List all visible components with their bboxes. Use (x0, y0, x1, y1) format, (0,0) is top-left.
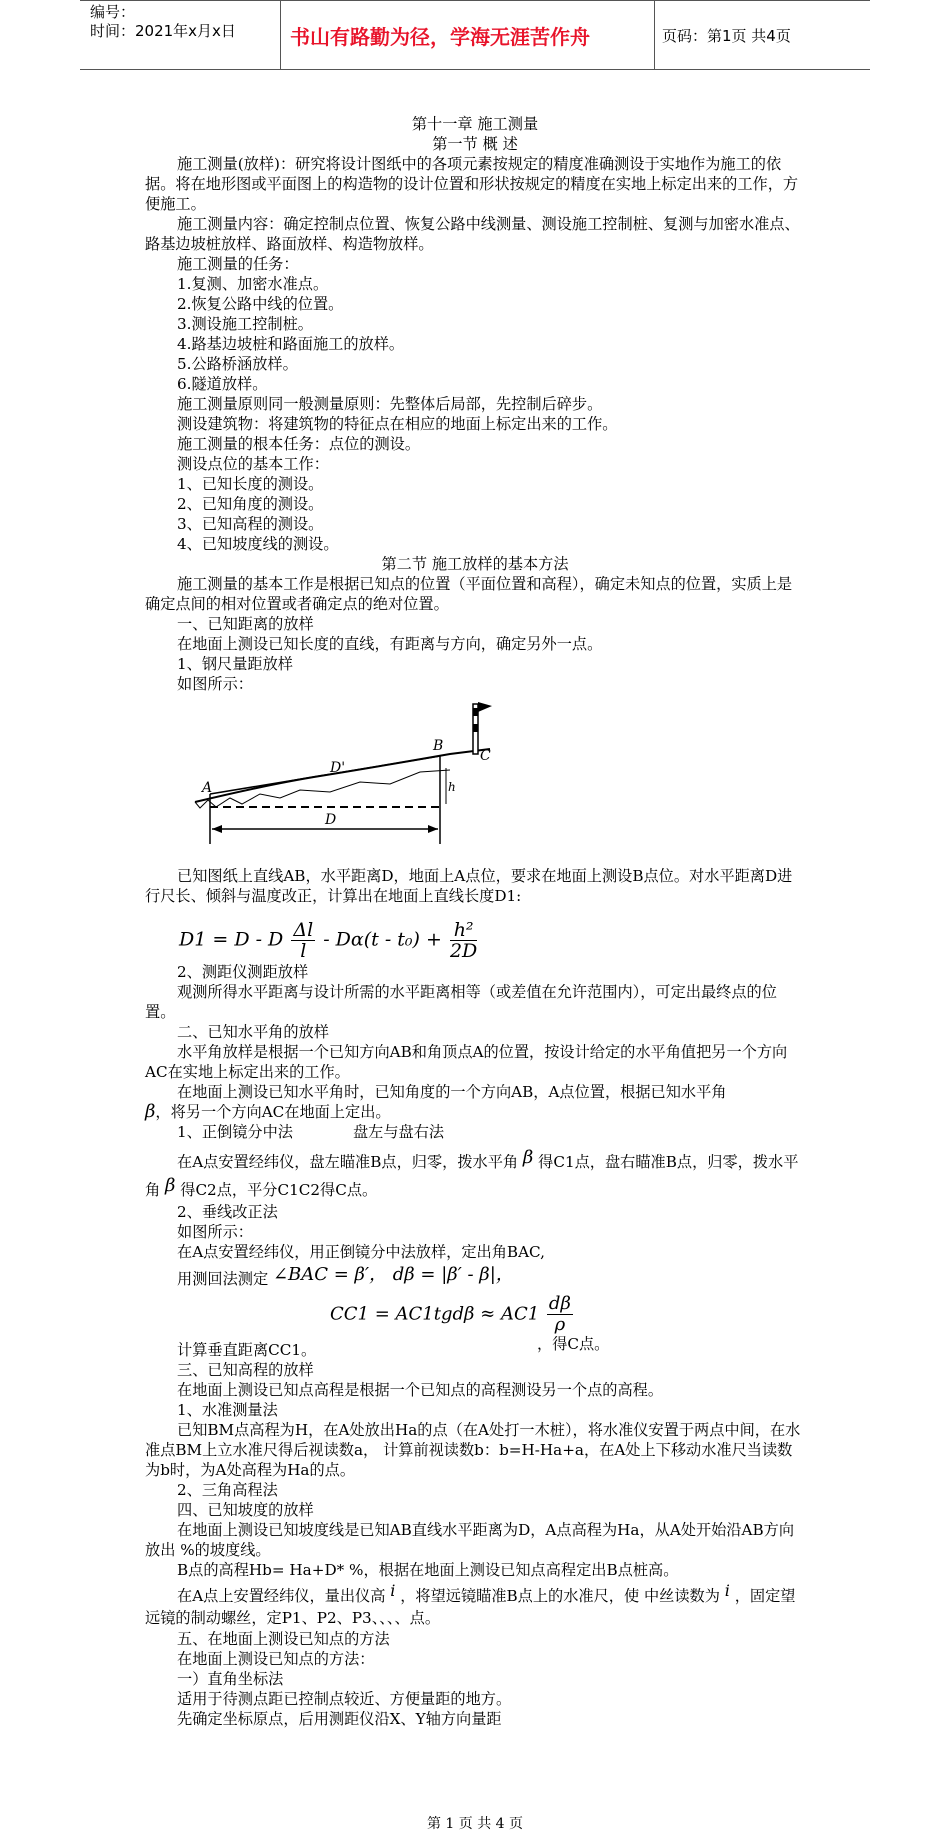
heading: 1、水准测量法 (177, 1401, 278, 1419)
paragraph: 水平角放样是根据一个已知方向AB和角顶点A的位置，按设计给定的水平角值把另一个方向AC在实地上标定出来的工作。 (145, 1043, 788, 1081)
heading: 四、已知坡度的放样 (177, 1501, 314, 1519)
arrow-right (428, 825, 438, 833)
paragraph: 施工测量内容：确定控制点位置、恢复公路中线测量、测设施工控制桩、复测与加密水准点、路基边坡桩放样、路面放样、构造物放样。 (145, 215, 800, 253)
beta-symbol: β (522, 1147, 534, 1168)
heading: 2、测距仪测距放样 (177, 963, 309, 981)
text-run: ，将另一个方向AC在地面上定出。 (155, 1103, 391, 1121)
paragraph (145, 1335, 805, 1360)
label-d: D (325, 812, 337, 828)
paragraph: 观测所得水平距离与设计所需的水平距离相等（或差值在允许范围内），可定出最终点的位置。 (145, 983, 777, 1021)
fraction-num: h² (450, 920, 477, 941)
formula-d1 (145, 906, 805, 962)
fraction (547, 1294, 573, 1335)
paragraph: 适用于待测点距已控制点较近、方便量距的地方。 (177, 1690, 512, 1708)
label-h: h (448, 780, 456, 794)
text-run: 得C1点，盘右瞄准B点，归零，拨水平角 (145, 1153, 799, 1199)
paragraph (145, 1262, 805, 1292)
fraction-den: l (300, 940, 307, 962)
paragraph: B点的高程Hb= Ha+D* %，根据在地面上测设已知点高程定出B点桩高。 (177, 1561, 679, 1579)
formula-angle: ∠BAC = β′， dβ = |β′ - β|， (272, 1264, 514, 1285)
heading: 三、已知高程的放样 (177, 1361, 314, 1379)
formula-cc1 (145, 1292, 805, 1340)
paragraph: 测设建筑物：将建筑物的特征点在相应的地面上标定出来的工作。 (177, 415, 618, 433)
beta-symbol: β (145, 1101, 156, 1122)
heading: 2、垂线改正法 (177, 1203, 278, 1221)
fraction-num: Δl (293, 919, 314, 941)
list-item: 2、已知角度的测设。 (177, 495, 324, 513)
paragraph: 施工测量的基本工作是根据已知点的位置（平面位置和高程），确定未知点的位置，实质上是确定点间的相对位置或者确定点的绝对位置。 (145, 575, 793, 613)
formula-part: CC1 = AC1tgdβ ≈ AC1 (330, 1303, 540, 1325)
text-run: ，固定望远镜的制动螺丝，定P1、P2、P3、、、、点。 (145, 1587, 796, 1627)
header-time-label: 时间：2021年x月x日 (90, 22, 236, 40)
chapter-title: 第十一章 施工测量 (411, 115, 539, 133)
pole-flag (478, 702, 492, 712)
list-item: 3.测设施工控制桩。 (177, 315, 313, 333)
heading-text: 1、正倒镜分中法 (177, 1123, 293, 1141)
list-item: 4、已知坡度线的测设。 (177, 535, 339, 553)
figure-container (145, 694, 805, 866)
list-item: 1、已知长度的测设。 (177, 475, 324, 493)
paragraph: 先确定坐标原点，后用测距仪沿X、Y轴方向量距 (177, 1710, 502, 1728)
header-meta (90, 3, 236, 41)
paragraph: 施工测量原则同一般测量原则：先整体后局部，先控制后碎步。 (177, 395, 603, 413)
heading: 五、在地面上测设已知点的方法 (177, 1630, 390, 1648)
text-run: 计算垂直距离CC1。 (177, 1341, 317, 1359)
paragraph: 已知BM点高程为H，在A处放出Ha的点（在A处打一木桩），将水准仪安置于两点中间，在水准点BM上立水准尺得后视读数a， 计算前视读数b：b=H-Ha+a，在A处上下移动水准尺当读数为b时，为A处高程为Ha的点。 (145, 1421, 801, 1479)
heading: 一、已知距离的放样 (177, 615, 314, 633)
text-run: ，将望远镜瞄准B点上的水准尺，使 中丝读数为 (400, 1587, 720, 1605)
paragraph (145, 1082, 805, 1122)
document-body (145, 114, 805, 1729)
pole-band (473, 708, 478, 716)
label-dprime: D' (330, 760, 346, 776)
paragraph: 如图所示： (177, 675, 253, 693)
header-divider (654, 1, 655, 69)
list-item: 6.隧道放样。 (177, 375, 268, 393)
arrow-left (212, 825, 222, 833)
paragraph: 施工测量的根本任务：点位的测设。 (177, 435, 420, 453)
header-page-label: 页码：第1页 共4页 (662, 27, 791, 45)
section-title: 第二节 施工放样的基本方法 (381, 555, 569, 573)
text-run: 在地面上测设已知水平角时，已知角度的一个方向AB，A点位置，根据已知水平角 (177, 1083, 727, 1101)
heading: 二、已知水平角的放样 (177, 1023, 329, 1041)
label-a: A (202, 780, 213, 796)
paragraph: 在A点安置经纬仪，用正倒镜分中法放样，定出角BAC, (177, 1243, 545, 1261)
list-item: 3、已知高程的测设。 (177, 515, 324, 533)
heading (145, 1122, 805, 1142)
slope-line-dprime (210, 756, 440, 794)
list-item: 2.恢复公路中线的位置。 (177, 295, 344, 313)
heading: 一）直角坐标法 (177, 1670, 284, 1688)
paragraph (145, 1580, 805, 1629)
list-title: 施工测量的任务： (177, 255, 299, 273)
paragraph: 在地面上测设已知长度的直线，有距离与方向，确定另外一点。 (177, 635, 603, 653)
page-footer: 第 1 页 共 4 页 (426, 1816, 524, 1832)
list-item: 1.复测、加密水准点。 (177, 275, 329, 293)
pole-band (473, 724, 478, 732)
list-item: 5.公路桥涵放样。 (177, 355, 298, 373)
header-number-label: 编号： (90, 3, 136, 21)
paragraph: 如图所示： (177, 1223, 253, 1241)
fraction (450, 920, 477, 961)
paragraph: 在地面上测设已知坡度线是已知AB直线水平距离为D，A点高程为Ha，从A处开始沿AB方向放出 %的坡度线。 (145, 1521, 795, 1559)
section-title: 第一节 概 述 (432, 135, 518, 153)
distance-setout-figure (190, 694, 500, 866)
i-symbol: i (390, 1581, 396, 1600)
heading: 1、钢尺量距放样 (177, 655, 293, 673)
paragraph: 在地面上测设已知点高程是根据一个已知点的高程测设另一个点的高程。 (177, 1381, 663, 1399)
formula-part: D1 = D - D (179, 928, 284, 951)
fraction-num: dβ (548, 1293, 571, 1314)
header-slogan: 书山有路勤为径，学海无涯苦作舟 (290, 25, 590, 49)
text-run: 在A点安置经纬仪，盘左瞄准B点，归零，拨水平角 (177, 1153, 519, 1171)
paragraph: 施工测量(放样)：研究将设计图纸中的各项元素按规定的精度准确测设于实地作为施工的依据。将在地形图或平面图上的构造物的设计位置和形状按规定的精度在实地上标定出来的工作，方便施工。 (145, 155, 799, 213)
label-b: B (433, 738, 444, 754)
paragraph: 在地面上测设已知点的方法： (177, 1650, 375, 1668)
list-title: 测设点位的基本工作： (177, 455, 329, 473)
list-item: 4.路基边坡桩和路面施工的放样。 (177, 335, 405, 353)
text-run: 得C2点，平分C1C2得C点。 (180, 1181, 378, 1199)
heading-text: 盘左与盘右法 (352, 1123, 445, 1141)
label-c: C (480, 748, 491, 764)
fraction-den: 2D (449, 940, 478, 962)
paragraph (145, 1146, 805, 1202)
beta-symbol: β (165, 1175, 176, 1196)
text-run: 在A点上安置经纬仪，量出仪高 (177, 1587, 386, 1605)
page-header (80, 0, 870, 70)
fraction (291, 920, 315, 961)
fraction-den: ρ (554, 1314, 566, 1335)
formula-part: - Dα(t - t₀) + (323, 928, 442, 951)
heading: 2、三角高程法 (177, 1481, 278, 1499)
text-run: 用测回法测定 (177, 1270, 269, 1288)
text-run: ，得C点。 (537, 1335, 610, 1353)
i-symbol: i (724, 1581, 730, 1600)
paragraph: 已知图纸上直线AB，水平距离D，地面上A点位，要求在地面上测设B点位。对水平距离D进行尺长、倾斜与温度改正，计算出在地面上直线长度D1: (145, 867, 793, 905)
